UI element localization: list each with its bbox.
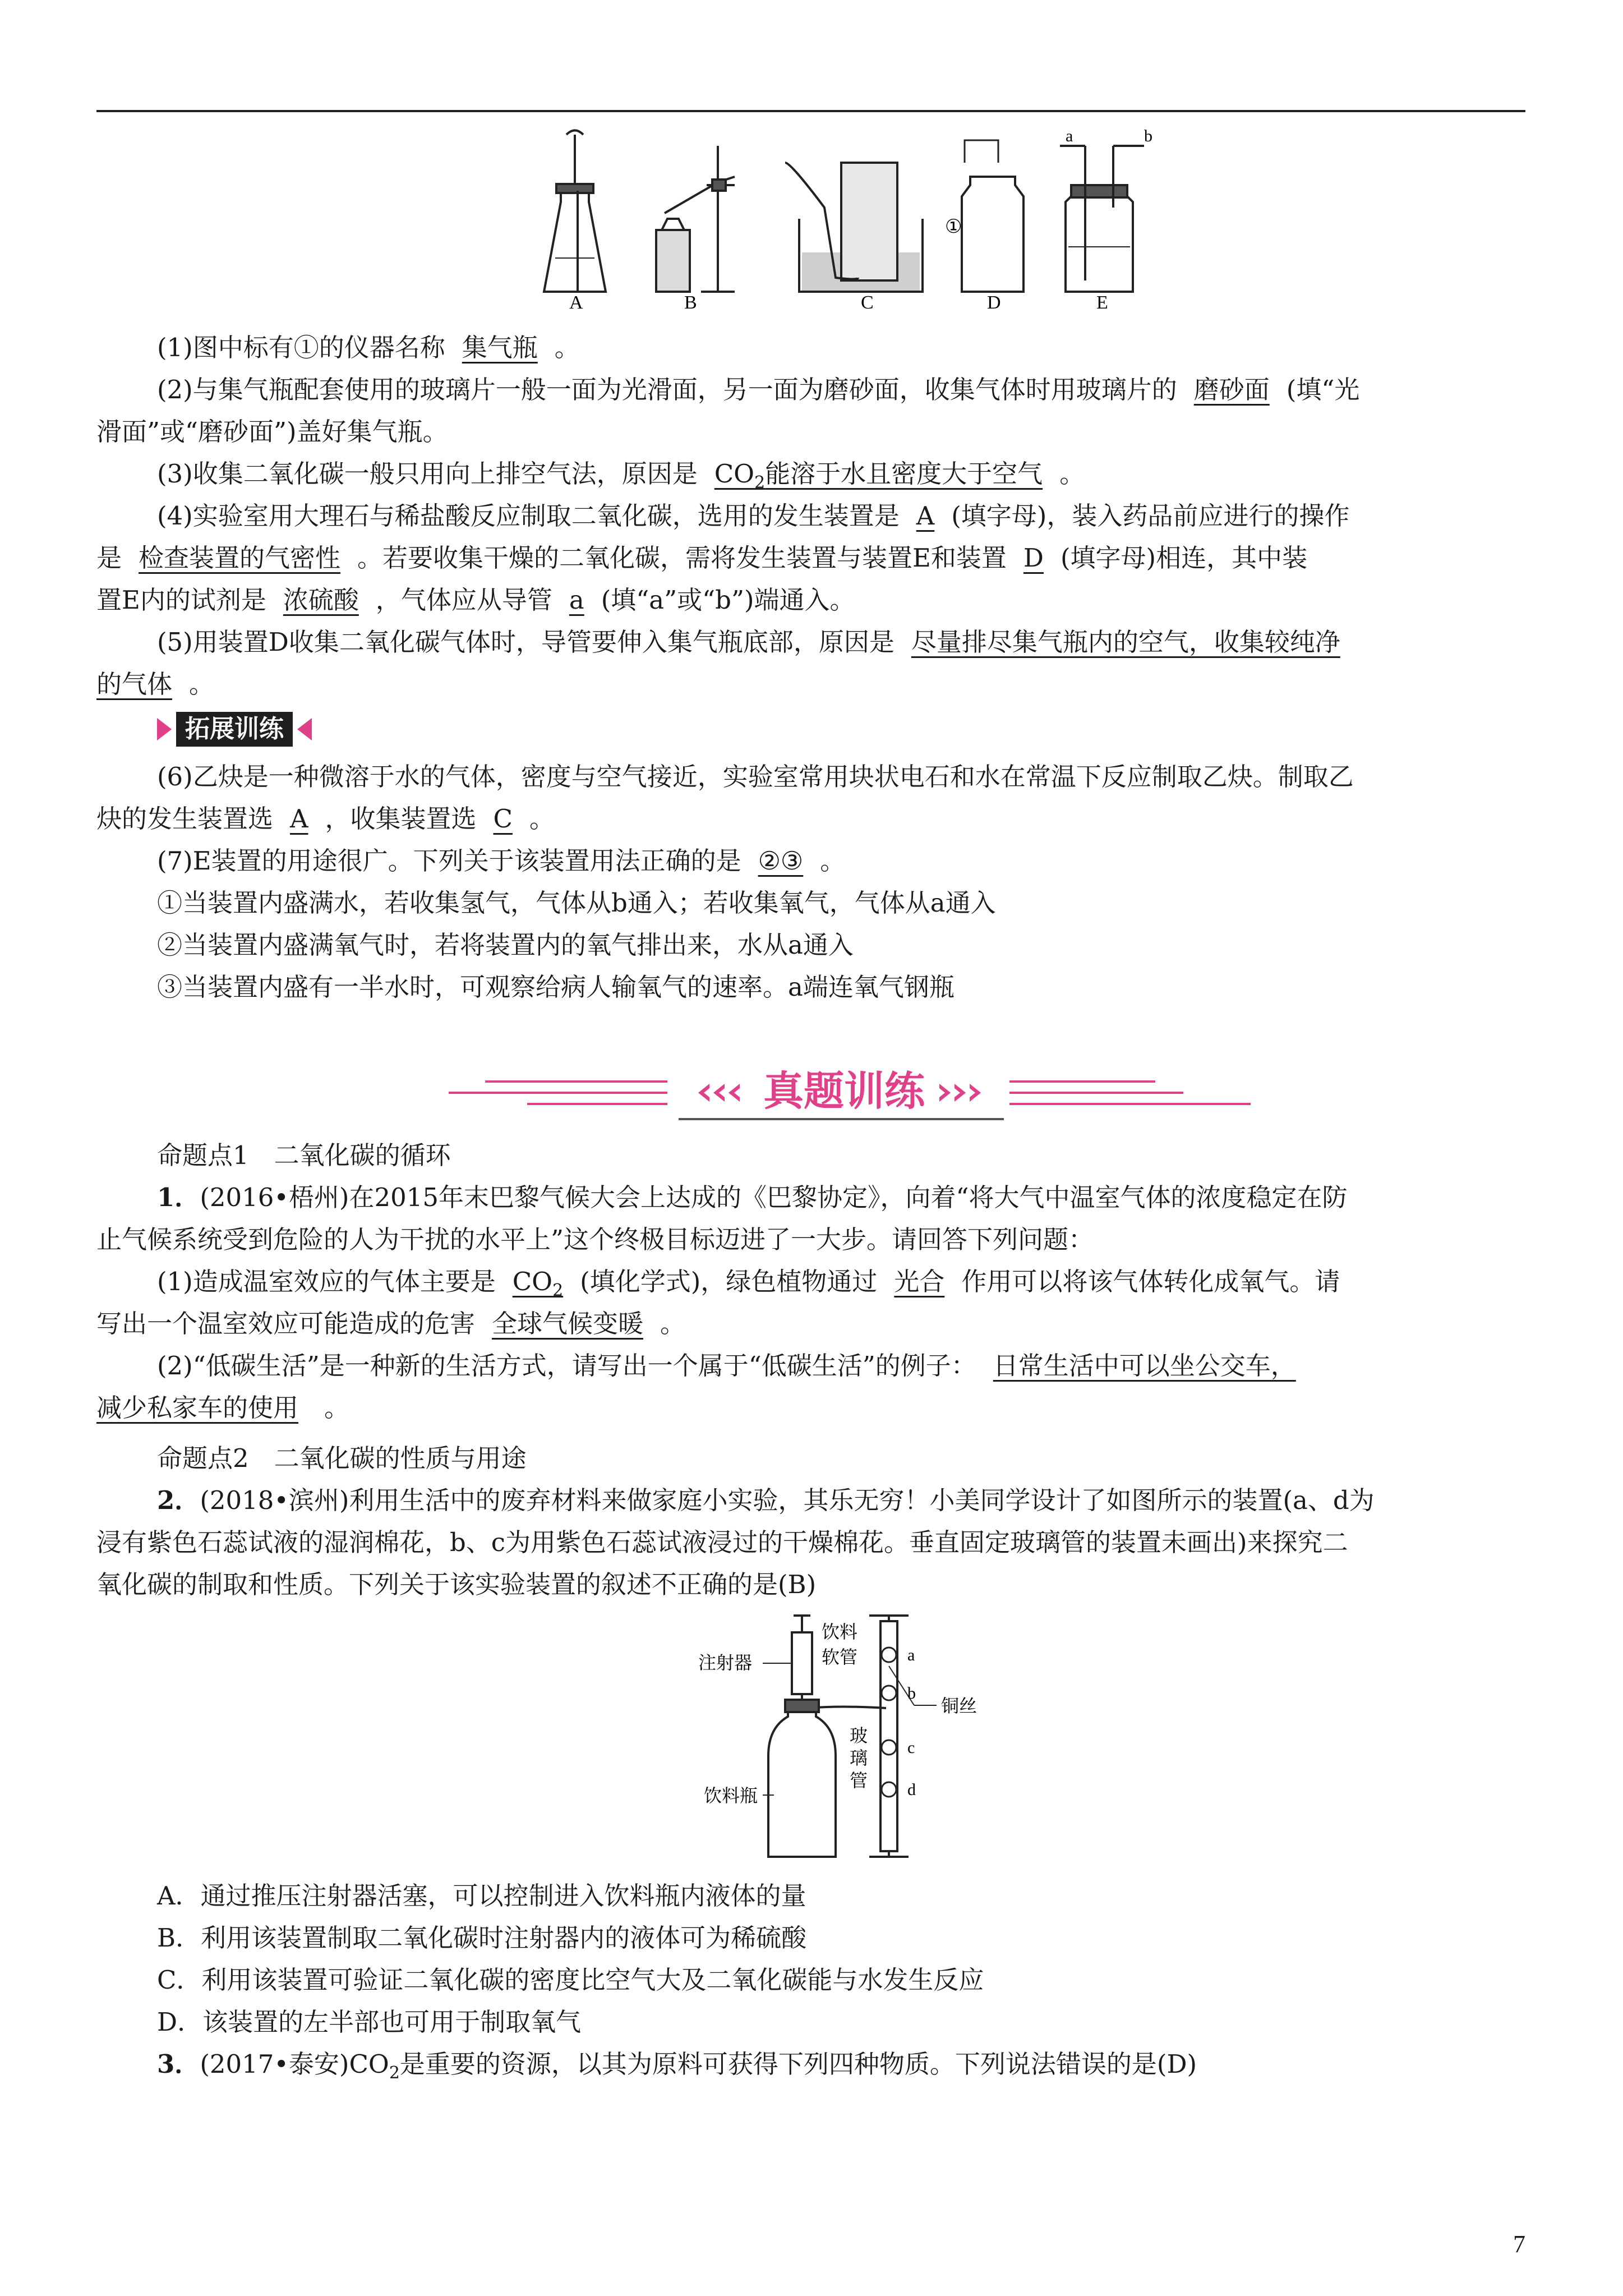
- p1q1-line: (1)造成温室效应的气体主要是 $CO_2$ (填化学式)，绿色植物通过 光合 作用可以将该气体转化成氧气。请: [157, 1267, 1340, 1300]
- q6-answer-1: A: [290, 804, 308, 834]
- fig2-b: b: [907, 1684, 916, 1703]
- badge-left-arrow-icon: [157, 718, 172, 740]
- co2-apparatus-figure: [695, 1610, 1009, 1862]
- fig2-c: c: [907, 1738, 915, 1757]
- figure1-label-c: C: [861, 292, 874, 313]
- q7-line: (7)E装置的用途很广。下列关于该装置用法正确的是 ②③ 。: [157, 846, 846, 876]
- q1-line: (1)图中标有①的仪器名称 集气瓶 。: [157, 333, 580, 362]
- apparatus-e: [1066, 191, 1133, 292]
- q4-answer-5: a: [569, 585, 584, 615]
- q7-option-1: ①当装置内盛满水，若收集氢气，气体从b通入；若收集氧气，气体从a通入: [157, 888, 996, 918]
- q7-option-2: ②当装置内盛满氧气时，若将装置内的氧气排出来，水从a通入: [157, 930, 854, 960]
- q5-line: (5)用装置D收集二氧化碳气体时，导管要伸入集气瓶底部，原因是 尽量排尽集气瓶内的空气，收集较纯净: [0, 625, 1623, 659]
- fig2-copper: 铜丝: [941, 1695, 978, 1717]
- option-d: D．该装置的左半部也可用于制取氧气: [157, 2007, 582, 2037]
- q4-answer-2: 检查装置的气密性: [139, 543, 341, 573]
- topic-2: 命题点2 二氧化碳的性质与用途: [157, 1443, 527, 1473]
- p1q2-answer-1: 日常生活中可以坐公交车，: [993, 1351, 1296, 1381]
- fig2-glass-3: 管: [850, 1770, 868, 1791]
- q6-answer-2: C: [493, 804, 513, 834]
- option-b: B．利用该装置制取二氧化碳时注射器内的液体可为稀硫酸: [157, 1923, 807, 1953]
- q4-answer-1: A: [916, 501, 935, 531]
- q3-line: (3)收集二氧化碳一般只用向上排空气法，原因是 $CO_2$能溶于水且密度大于空气 。: [157, 459, 1085, 493]
- figure1-port-b: b: [1144, 129, 1152, 145]
- figure1-label-b: B: [684, 292, 697, 313]
- q2-line: (2)与集气瓶配套使用的玻璃片一般一面为光滑面，另一面为磨砂面，收集气体时用玻璃片的 磨砂面 (填“光: [157, 375, 1360, 404]
- p1q1-answer-1: $CO_2$: [512, 1267, 564, 1300]
- p1q1-line-2: 写出一个温室效应可能造成的危害 全球气候变暖 。: [96, 1309, 686, 1338]
- q4-line-2: 是 检查装置的气密性 。若要收集干燥的二氧化碳，需将发生装置与装置E和装置 D (填字母)相连，其中装: [96, 543, 1308, 573]
- option-c: C．利用该装置可验证二氧化碳的密度比空气大及二氧化碳能与水发生反应: [157, 1965, 984, 1995]
- syringe-icon: [792, 1616, 812, 1705]
- figure1-marker: ①: [945, 215, 962, 238]
- badge-label: 拓展训练: [176, 712, 293, 747]
- q4-answer-3: D: [1023, 543, 1044, 573]
- q4-answer-4: 浓硫酸: [283, 585, 359, 615]
- apparatus-d: [962, 177, 1023, 292]
- p2-line-2: 浸有紫色石蕊试液的湿润棉花，b、c为用紫色石蕊试液浸过的干燥棉花。垂直固定玻璃管的装置未画出)来探究二: [96, 1527, 1348, 1557]
- p2-line-3: 氧化碳的制取和性质。下列关于该实验装置的叙述不正确的是(B): [96, 1570, 817, 1599]
- q7-option-3: ③当装置内盛有一半水时，可观察给病人输氧气的速率。a端连氧气钢瓶: [157, 972, 955, 1002]
- p1q2-answer-2: 减少私家车的使用: [96, 1393, 299, 1423]
- figure1-port-a: a: [1066, 129, 1073, 145]
- q5-answer-1: 尽量排尽集气瓶内的空气，收集较纯净: [911, 627, 1340, 657]
- figure1-label-e: E: [1096, 292, 1108, 313]
- q6-line-2: 炔的发生装置选 A ，收集装置选 C 。: [96, 804, 555, 834]
- p1q1-answer-3: 全球气候变暖: [492, 1309, 644, 1338]
- p2-line: 2．(2018•滨州)利用生活中的废弃材料来做家庭小实验，其乐无穷！小美同学设计了如图所示的装置(a、d为: [157, 1485, 1375, 1515]
- apparatus-figure: [522, 129, 1195, 320]
- drink-bottle-icon: [768, 1704, 836, 1857]
- p1q1-answer-2: 光合: [894, 1267, 945, 1296]
- extension-badge: [157, 711, 312, 747]
- p1q2-line: (2)“低碳生活”是一种新的生活方式，请写出一个属于“低碳生活”的例子： 日常生活中可以坐公交车，: [0, 1349, 1623, 1383]
- apparatus-a: [544, 188, 606, 292]
- header-rule: [96, 110, 1525, 112]
- fig2-glass-2: 璃: [850, 1747, 868, 1769]
- fig2-d: d: [907, 1780, 916, 1799]
- page-number: 7: [1513, 2230, 1525, 2258]
- fig2-bottle: 饮料瓶: [704, 1785, 758, 1806]
- q4-line: (4)实验室用大理石与稀盐酸反应制取二氧化碳，选用的发生装置是 A (填字母)，装入药品前应进行的操作: [157, 501, 1350, 531]
- q2-answer: 磨砂面: [1193, 375, 1270, 404]
- q2-line-2: 滑面”或“磨砂面”)盖好集气瓶。: [96, 417, 448, 447]
- figure1-label-a: A: [569, 292, 583, 313]
- q1-answer: 集气瓶: [462, 333, 538, 362]
- topic-1: 命题点1 二氧化碳的循环: [157, 1140, 451, 1170]
- p1q2-line-2: 减少私家车的使用 。: [96, 1393, 350, 1423]
- q4-line-3: 置E内的试剂是 浓硫酸 ，气体应从导管 a (填“a”或“b”)端通入。: [96, 585, 855, 615]
- p1-line: 1．(2016•梧州)在2015年末巴黎气候大会上达成的《巴黎协定》，向着“将大气中温室气体的浓度稳定在防: [157, 1182, 1348, 1212]
- q5-answer-2: 的气体: [96, 669, 173, 699]
- figure1-label-d: D: [987, 292, 1001, 313]
- q3-answer: $CO_2$能溶于水且密度大于空气: [714, 459, 1043, 493]
- badge-right-arrow-icon: [297, 718, 312, 740]
- p3-line: 3．(2017•泰安)$CO_2$是重要的资源，以其为原料可获得下列四种物质。下列说法错误的是(D): [157, 2049, 1197, 2083]
- fig2-a: a: [907, 1646, 915, 1664]
- fig2-soft-tube-2: 软管: [822, 1646, 858, 1668]
- q7-answer: ②③: [758, 846, 804, 876]
- q6-line: (6)乙炔是一种微溶于水的气体，密度与空气接近，实验室常用块状电石和水在常温下反应制取乙炔。制取乙: [157, 762, 1354, 792]
- p1-line-2: 止气候系统受到危险的人为干扰的水平上”这个终极目标迈进了一大步。请回答下列问题：: [96, 1225, 1094, 1254]
- fig2-syringe: 注射器: [698, 1652, 753, 1673]
- option-a: A．通过推压注射器活塞，可以控制进入饮料瓶内液体的量: [157, 1881, 806, 1911]
- fig2-glass-1: 玻: [850, 1725, 868, 1746]
- section-title: 真题训练: [763, 1068, 925, 1115]
- q5-line-2: 的气体 。: [96, 669, 215, 699]
- fig2-soft-tube-1: 饮料: [822, 1621, 858, 1642]
